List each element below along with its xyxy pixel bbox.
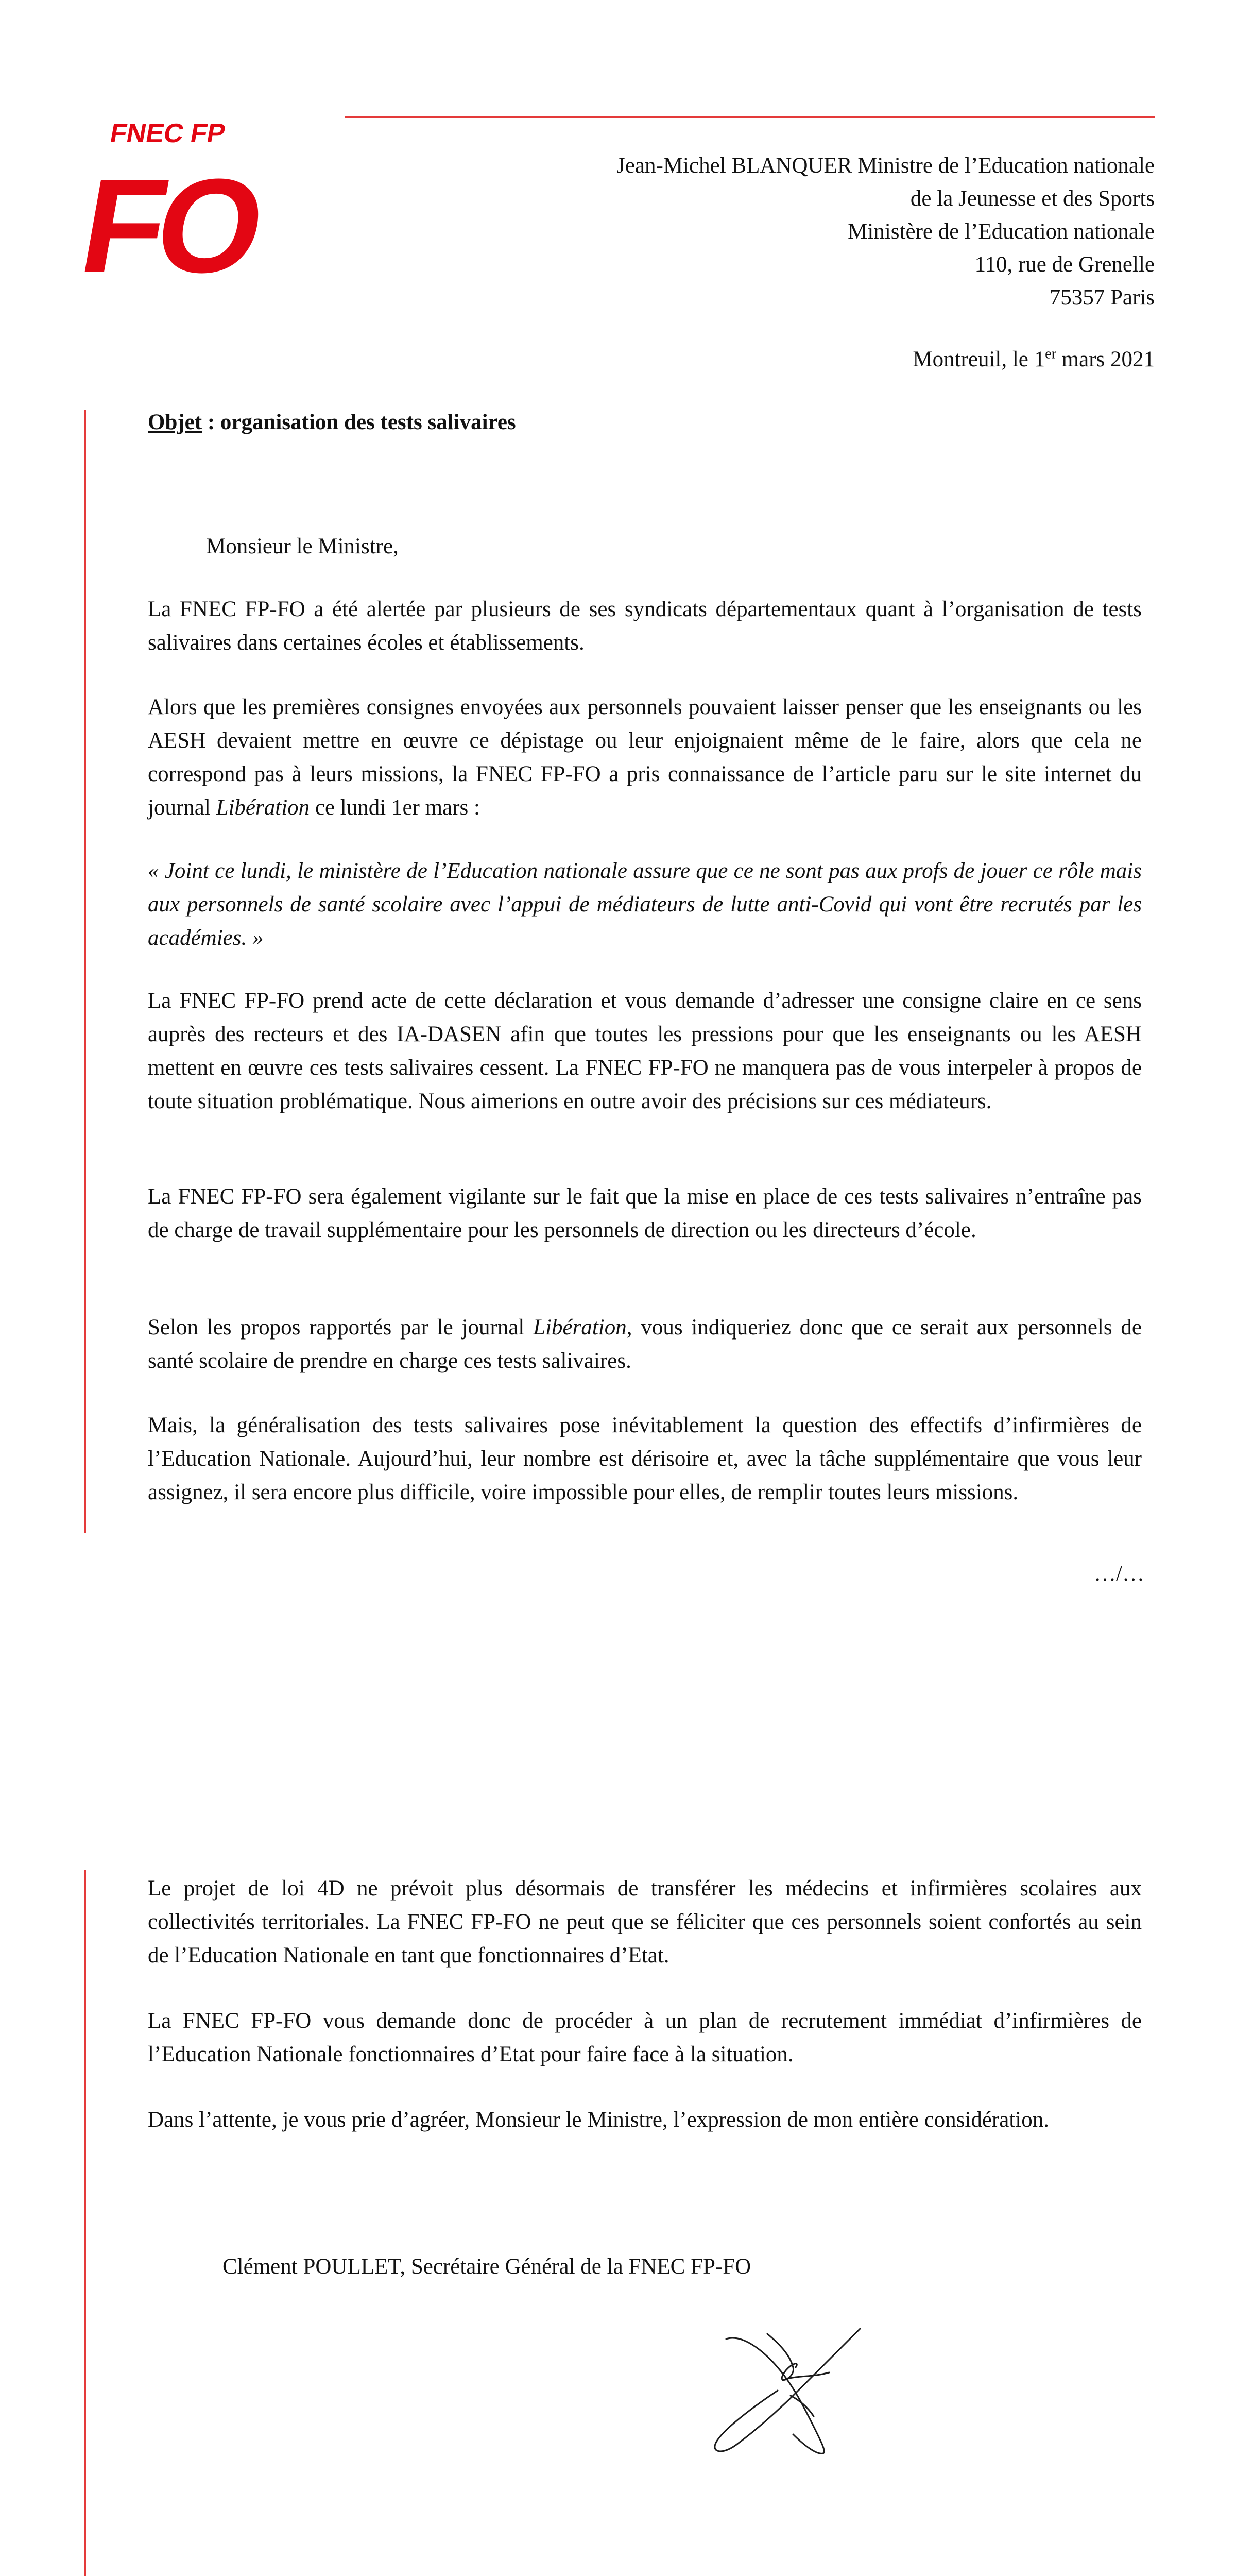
paragraph-text: La FNEC FP-FO sera également vigilante sur le fait que la mise en place de ces tests salivaires n’entraîne pas de charge de travail supplémentaire pour les personnels de direction ou les directeurs d’école.	[148, 1184, 1142, 1242]
salutation: Monsieur le Ministre,	[206, 534, 399, 558]
date-suffix: mars 2021	[1056, 347, 1155, 371]
paragraph-text-part: Selon les propos rapportés par le journal	[148, 1315, 534, 1340]
paragraph-vigilance	[148, 1180, 1142, 1247]
newspaper-name: Libération	[533, 1315, 627, 1340]
paragraph-request	[148, 984, 1142, 1118]
paragraph-text: La FNEC FP-FO a été alertée par plusieurs de ses syndicats départementaux quant à l’organisation de tests salivaires dans certaines écoles et établissements.	[148, 597, 1142, 655]
recipient-line: de la Jeunesse et des Sports	[910, 187, 1155, 211]
logo-main-text: FO	[71, 150, 269, 301]
signatory: Clément POULLET, Secrétaire Général de la FNEC FP-FO	[222, 2255, 751, 2279]
recipient-line: Jean-Michel BLANQUER Ministre de l’Education nationale	[616, 154, 1155, 178]
recipient-address	[616, 149, 1155, 314]
paragraph-alert	[148, 592, 1142, 659]
paragraph-text	[148, 1311, 1142, 1378]
quote-block	[148, 854, 1142, 955]
handwritten-signature	[706, 2318, 870, 2473]
paragraph-context	[148, 690, 1142, 824]
logo-top-text: FNEC FP	[108, 118, 228, 148]
logo-graphic	[71, 117, 269, 301]
paragraph-law-4d	[148, 1872, 1142, 1972]
subject-line	[148, 405, 516, 439]
paragraph-text	[148, 690, 1142, 824]
subject-text: : organisation des tests salivaires	[202, 410, 516, 434]
paragraph-text: Le projet de loi 4D ne prévoit plus désormais de transférer les médecins et infirmières scolaires aux collectivités territoriales. La FNEC FP-FO ne peut que se féliciter que ces personnels soient confortés au sein de l’Education Nationale en tant que fonctionnaires d’Etat.	[148, 1876, 1142, 1968]
paragraph-recruitment	[148, 2004, 1142, 2071]
paragraph-nurses	[148, 1409, 1142, 1509]
margin-bar-bottom	[84, 1870, 86, 2576]
subject-label: Objet	[148, 410, 202, 434]
continued-marker: …/…	[1094, 1562, 1144, 1586]
paragraph-text: Dans l’attente, je vous prie d’agréer, Monsieur le Ministre, l’expression de mon entière considération.	[148, 2108, 1049, 2132]
fnec-fp-fo-logo	[71, 117, 269, 301]
quote-text: « Joint ce lundi, le ministère de l’Education nationale assure que ce ne sont pas aux profs de jouer ce rôle mais aux personnels de santé scolaire avec l’appui de médiateurs de lutte anti-Covid qui vont être recrutés par les académies. »	[148, 859, 1142, 950]
paragraph-text: La FNEC FP-FO prend acte de cette déclaration et vous demande d’adresser une consigne claire en ce sens auprès des recteurs et des IA-DASEN afin que toutes les pressions pour que les enseignants ou les AESH mettent en œuvre ces tests salivaires cessent. La FNEC FP-FO ne manquera pas de vous interpeler à propos de toute situation problématique. Nous aimerions en outre avoir des précisions sur ces médiateurs.	[148, 989, 1142, 1113]
recipient-line: 110, rue de Grenelle	[974, 252, 1155, 277]
paragraph-text-part: ce lundi 1er mars :	[310, 795, 480, 820]
paragraph-liberation	[148, 1311, 1142, 1378]
date-superscript: er	[1045, 346, 1056, 362]
paragraph-text-part: Alors que les premières consignes envoyées aux personnels pouvaient laisser penser que les enseignants ou les AESH devaient mettre en œuvre ce dépistage ou leur enjoignaient même de le faire, alors que cela ne correspond pas à leurs missions, la FNEC FP-FO a pris connaissance de l’article paru sur le site internet du journal	[148, 695, 1142, 820]
recipient-line: 75357 Paris	[1049, 285, 1155, 310]
header-rule	[345, 116, 1155, 118]
paragraph-text: La FNEC FP-FO vous demande donc de procéder à un plan de recrutement immédiat d’infirmières de l’Education Nationale fonctionnaires d’Etat pour faire face à la situation.	[148, 2009, 1142, 2066]
paragraph-text-part: , vous indiqueriez donc que ce serait aux personnels de santé scolaire de prendre en charge ces tests salivaires.	[148, 1315, 1142, 1373]
paragraph-closing	[148, 2103, 1142, 2137]
date-prefix: Montreuil, le 1	[913, 347, 1045, 371]
date-line	[913, 343, 1155, 376]
recipient-line: Ministère de l’Education nationale	[848, 219, 1155, 244]
newspaper-name: Libération	[216, 795, 310, 820]
paragraph-text: Mais, la généralisation des tests salivaires pose inévitablement la question des effectifs d’infirmières de l’Education Nationale. Aujourd’hui, leur nombre est dérisoire et, avec la tâche supplémentaire que vous leur assignez, il sera encore plus difficile, voire impossible pour elles, de remplir toutes leurs missions.	[148, 1413, 1142, 1504]
margin-bar-top	[84, 410, 86, 1533]
